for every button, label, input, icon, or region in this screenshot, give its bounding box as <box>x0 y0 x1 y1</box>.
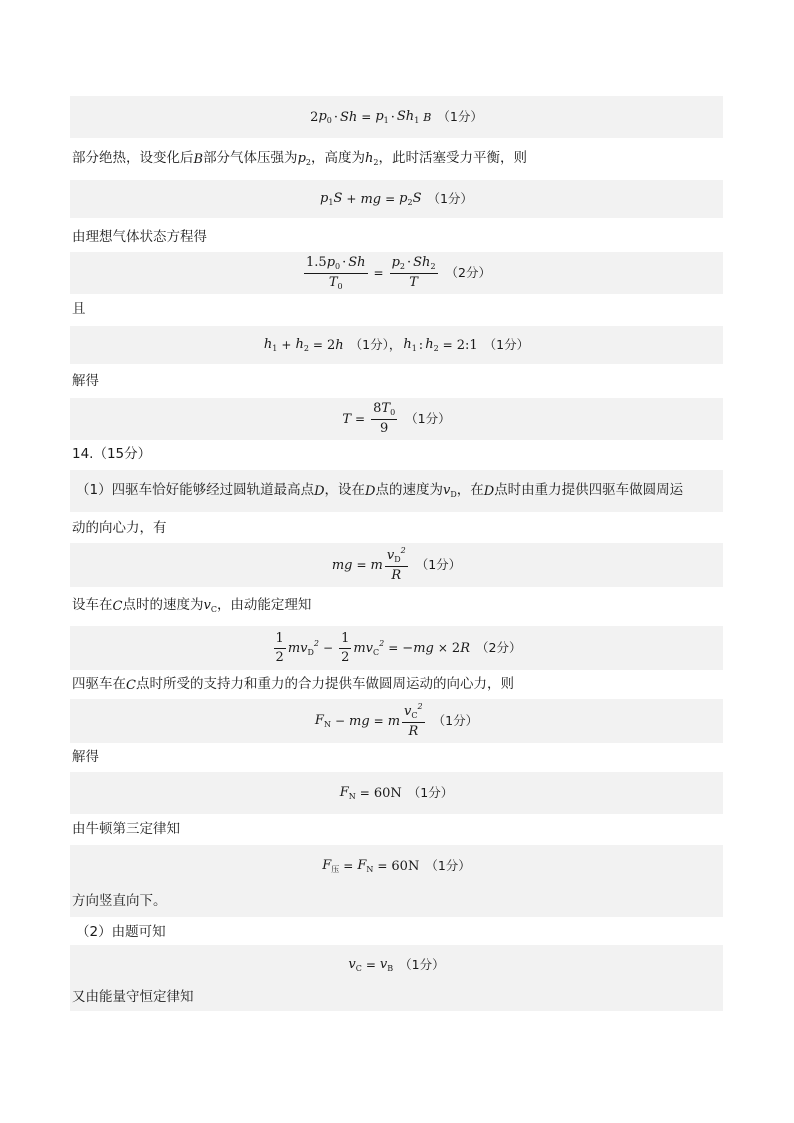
equation-pressure-force: $F_压$ = $F_N$ = 60N （1分） <box>70 845 723 887</box>
text-line: 由牛顿第三定律知 <box>72 821 180 838</box>
equation-force-balance: $p_1S$ + mg = $p_2S$ （1分） <box>70 180 723 218</box>
score-label: （2分） <box>445 264 491 280</box>
score-label: （1分） <box>405 410 451 426</box>
score-label: （1分） <box>427 190 473 206</box>
text-line: 解得 <box>72 373 99 390</box>
text-line: 方向竖直向下。 <box>70 887 723 917</box>
text-line: 由理想气体状态方程得 <box>72 229 207 246</box>
text-line: （1）四驱车恰好能够经过圆轨道最高点 D ，设在 D 点的速度为 $v_D$ ，在 D 点时由重力提供四驱车做圆周运 <box>70 470 723 512</box>
text-line: 且 <box>72 301 86 318</box>
score-label: （1分） <box>432 712 479 728</box>
score-label: （1分） <box>407 784 454 800</box>
text-line: 部分绝热，设变化后 B 部分气体压强为 $p_2$ ，高度为 $h_2$ ，此时活塞受力平衡，则 <box>72 150 527 167</box>
score-label: （1分） <box>399 956 445 972</box>
equation-ideal-gas: $\frac{1.5p_0 \cdot Sh}{T_0}$ = $\frac{p_2 \cdot Sh_2}{T}$ （2分） <box>70 252 723 294</box>
text-line: 设车在 C 点时的速度为 $v_C$ ，由动能定理知 <box>72 597 312 614</box>
score-label: （1分） <box>425 857 471 873</box>
text-line: （2）由题可知 <box>76 924 166 941</box>
equation-velocity: $v_C$ = $v_B$ （1分） <box>70 945 723 985</box>
text-line: 四驱车在 C 点时所受的支持力和重力的合力提供车做圆周运动的向心力，则 <box>72 676 514 693</box>
equation-result-temperature: T = $\frac{8T_0}{9}$ （1分） <box>70 398 723 440</box>
question-heading: 14.（15分） <box>72 446 152 463</box>
score-label: （2分） <box>476 639 522 655</box>
score-label: （1分） <box>483 336 530 352</box>
score-label: （1分） <box>437 108 483 124</box>
text-line: 动的向心力，有 <box>72 520 167 537</box>
equation-heights: $h_1$ + $h_2$ = 2 h （1分）， $h_1$ : $h_2$ = 2:1 （1分） <box>70 326 723 364</box>
equation-normal-force: $F_N$ = 60N （1分） <box>70 772 723 814</box>
equation-work-energy: $\frac{1}{2}$ $mv_D^2$ − $\frac{1}{2}$ $mv_C^2$ = − mg × 2 R （2分） <box>70 626 723 670</box>
score-label: （1分）， <box>349 336 402 352</box>
equation-point-c: $F_N$ − mg = m $\frac{v_C^2}{R}$ （1分） <box>70 699 723 743</box>
score-label: （1分） <box>415 556 462 572</box>
text-line: 又由能量守恒定律知 <box>70 985 723 1011</box>
equation-boyle: 2 $p_0$ · Sh = $p_1$ · $Sh_1$ B （1分） <box>70 96 723 138</box>
equation-top-point: mg = m $\frac{v_D^2}{R}$ （1分） <box>70 543 723 587</box>
text-line: 解得 <box>72 749 99 766</box>
